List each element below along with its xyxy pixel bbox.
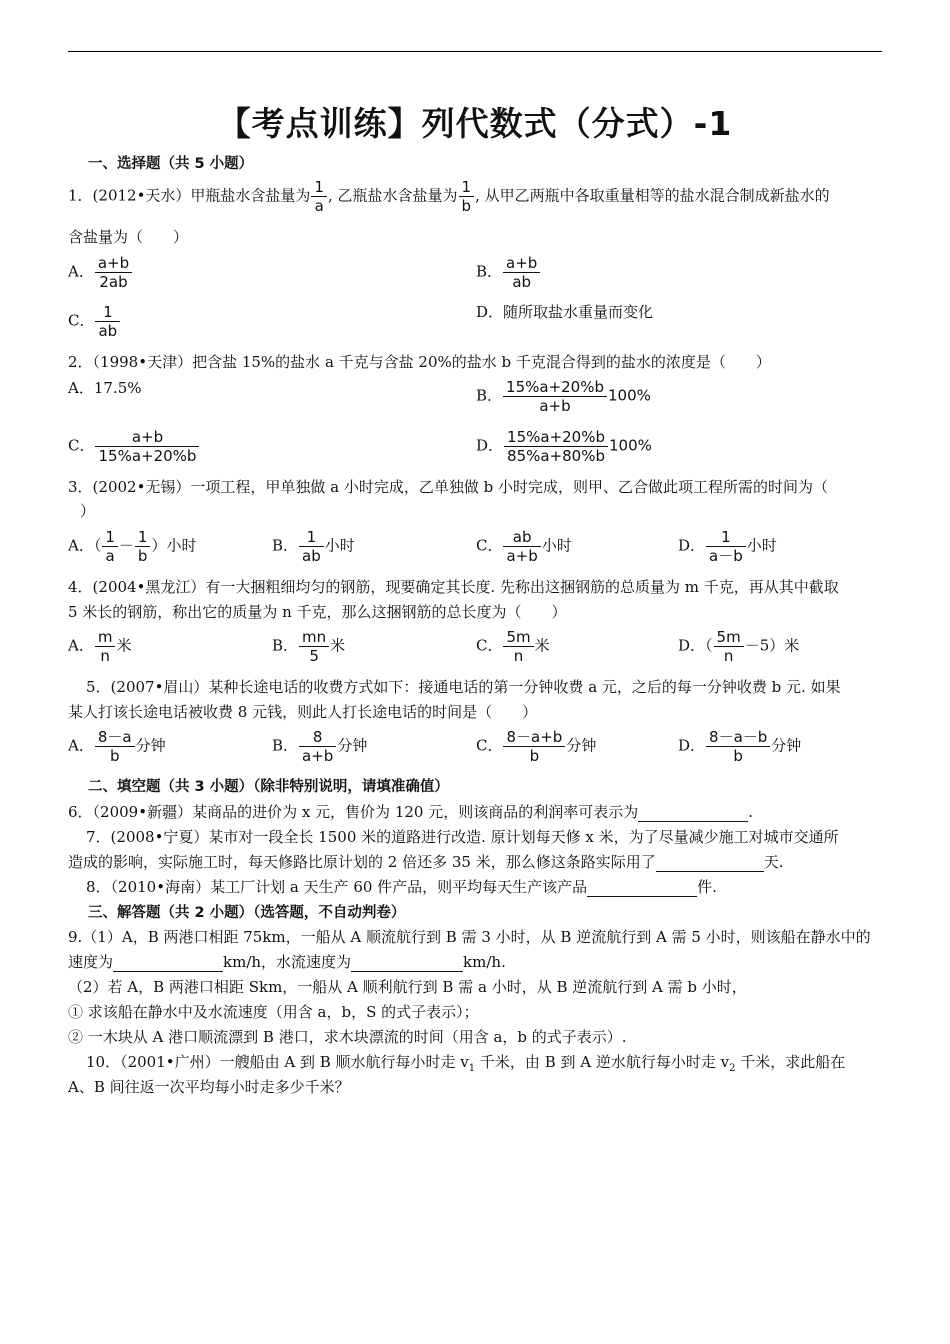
question-5-option-a: A． $\frac{8-a}{b}$ 分钟 [68,728,166,765]
fraction: $\frac{1}{b}$ [459,178,475,215]
question-2-option-a: A．17.5% [68,379,142,397]
answer-blank[interactable] [113,953,223,972]
question-3-option-c: C． $\frac{ab}{a+b}$ 小时 [476,528,572,565]
question-7-stem: 7．(2008•宁夏）某市对一段全长 1500 米的道路进行改造. 原计划每天修 x 米，为了尽量减少施工对城市交通所 [86,828,839,846]
section-heading-answer: 三、解答题（共 2 小题）（选答题，不自动判卷） [88,905,406,921]
question-1-option-a: A． $\frac{a+b}{2ab}$ [68,254,133,291]
question-9-part-2-item-1: ① 求该船在静水中及水流速度（用含 a，b，S 的式子表示）； [68,1003,479,1021]
question-2-option-b: B． $\frac{15\%a+20\%b}{a+b}$ 100% [476,378,651,415]
question-5-stem-cont: 某人打该长途电话被收费 8 元钱，则此人打长途电话的时间是（ ） [68,703,538,721]
question-9-part-2-item-2: ② 一木块从 A 港口顺流漂到 B 港口，求木块漂流的时间（用含 a，b 的式子表示）. [68,1028,627,1046]
answer-blank[interactable] [351,953,463,972]
question-5-option-b: B． $\frac{8}{a+b}$ 分钟 [272,728,368,765]
page-title: 【考点训练】列代数式（分式）-1 [217,104,733,143]
question-6: 6．（2009•新疆）某商品的进价为 x 元，售价为 120 元，则该商品的利润率可表示为 . [68,803,754,821]
question-4-option-c: C． $\frac{5m}{n}$ 米 [476,628,550,665]
question-7-stem-cont: 造成的影响，实际施工时，每天修路比原计划的 2 倍还多 35 米，那么修这条路实际用了 天. [68,853,784,871]
answer-blank[interactable] [638,803,748,822]
answer-blank[interactable] [656,853,764,872]
question-1-stem: 1．(2012•天水）甲瓶盐水含盐量为 $\frac{1}{a}$ , 乙瓶盐水含盐量为 $\frac{1}{b}$ , 从甲乙两瓶中各取重量相等的盐水混合制成新盐水的 [68,178,830,215]
section-heading-choice: 一、选择题（共 5 小题） [88,156,254,172]
question-9-stem-cont: 速度为 km/h，水流速度为 km/h. [68,953,506,971]
question-1-option-b: B． $\frac{a+b}{ab}$ [476,254,541,291]
question-3-option-b: B． $\frac{1}{ab}$ 小时 [272,528,355,565]
question-2-option-c: C． $\frac{a+b}{15\%a+20\%b}$ [68,428,200,465]
question-9-part-2: （2）若 A，B 两港口相距 Skm，一船从 A 顺利航行到 B 需 a 小时，从 B 逆流航行到 A 需 b 小时， [68,978,747,996]
question-10-stem: 10．（2001•广州）一艘船由 A 到 B 顺水航行每小时走 $v_1$ 千米，由 B 到 A 逆水航行每小时走 $v_2$ 千米，求此船在 [86,1053,846,1074]
question-2-option-d: D． $\frac{15\%a+20\%b}{85\%a+80\%b}$ 100% [476,428,652,465]
header-rule [68,51,882,52]
question-4-option-d: D．（ $\frac{5m}{n}$ －5）米 [678,628,800,665]
section-heading-fill: 二、填空题（共 3 小题）（除非特别说明，请填准确值） [88,779,449,795]
question-3-option-d: D． $\frac{1}{a-b}$ 小时 [678,528,777,565]
question-5-stem: 5．(2007•眉山）某种长途电话的收费方式如下：接通电话的第一分钟收费 a 元，之后的每一分钟收费 b 元. 如果 [86,678,841,696]
question-4-option-b: B． $\frac{mn}{5}$ 米 [272,628,346,665]
fraction: $\frac{1}{a}$ [311,178,327,215]
question-4-stem: 4．(2004•黑龙江）有一大捆粗细均匀的钢筋，现要确定其长度. 先称出这捆钢筋的总质量为 m 千克，再从其中截取 [68,578,839,596]
question-9-stem: 9.（1）A，B 两港口相距 75km，一船从 A 顺流航行到 B 需 3 小时，从 B 逆流航行到 A 需 5 小时，则该船在静水中的 [68,928,871,946]
question-5-option-c: C． $\frac{8-a+b}{b}$ 分钟 [476,728,597,765]
question-5-option-d: D． $\frac{8-a-b}{b}$ 分钟 [678,728,802,765]
question-3-stem-cont: ） [80,502,96,520]
question-3-option-a: A．（ $\frac{1}{a}$ － $\frac{1}{b}$ ）小时 [68,528,197,565]
answer-blank[interactable] [587,878,697,897]
question-10-stem-cont: A、B 间往返一次平均每小时走多少千米？ [68,1078,350,1096]
question-4-stem-cont: 5 米长的钢筋，称出它的质量为 n 千克，那么这捆钢筋的总长度为（ ） [68,603,567,621]
question-1-option-d: D．随所取盐水重量而变化 [476,303,654,321]
question-3-stem: 3．(2002•无锡）一项工程，甲单独做 a 小时完成，乙单独做 b 小时完成，则甲、乙合做此项工程所需的时间为（ [68,478,829,496]
question-2-stem: 2．（1998•天津）把含盐 15%的盐水 a 千克与含盐 20%的盐水 b 千克混合得到的盐水的浓度是（ ） [68,353,771,371]
question-1-option-c: C． $\frac{1}{ab}$ [68,303,121,340]
question-4-option-a: A． $\frac{m}{n}$ 米 [68,628,132,665]
question-1-stem-cont: 含盐量为（ ） [68,228,189,246]
question-8: 8．（2010•海南）某工厂计划 a 天生产 60 件产品，则平均每天生产该产品 件. [86,878,717,896]
